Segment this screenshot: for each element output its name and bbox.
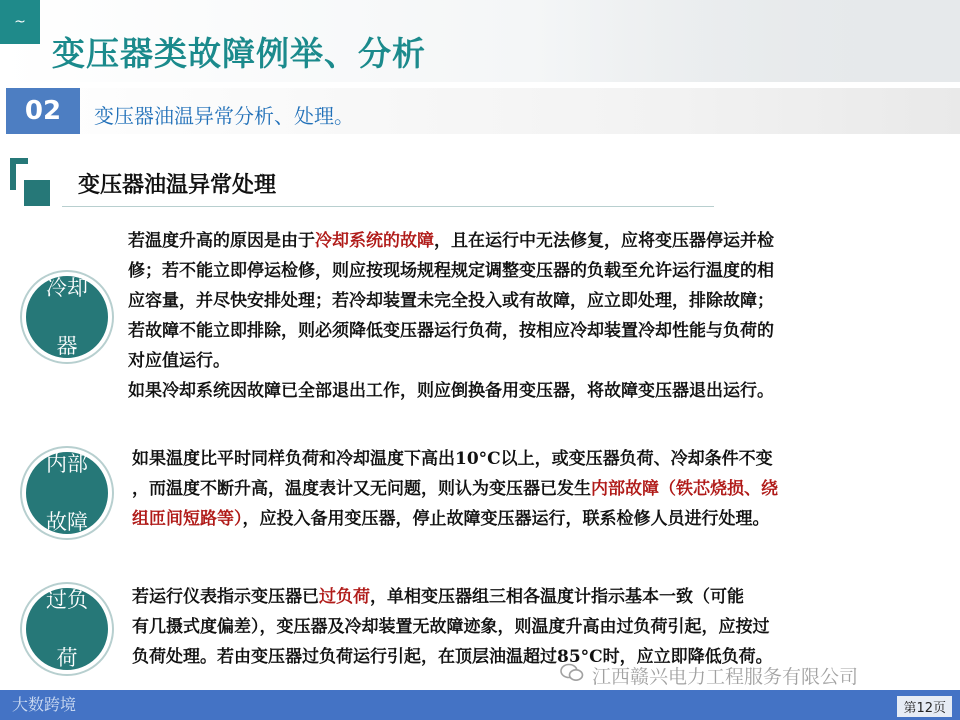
circle-label-line: 内部 (46, 451, 88, 476)
circle-label-line: 过负 (46, 587, 88, 612)
text-line (128, 346, 774, 376)
cooler-label-circle (22, 272, 112, 362)
logo-glyph: ~ (14, 14, 26, 30)
brand-watermark: 大数跨境 (12, 695, 77, 714)
highlight-run: 组匝间短路等） (132, 509, 243, 529)
company-watermark (560, 662, 858, 689)
text-line (128, 256, 774, 286)
internal-fault-paragraph (132, 444, 778, 534)
section-number: 02 (6, 88, 80, 134)
text-run: ，且在运行中无法修复，应将变压器停运并检 (434, 231, 774, 251)
subsection-divider (62, 206, 714, 207)
overload-paragraph (132, 582, 773, 672)
text-run: 负荷处理。若由变压器过负荷运行引起，在顶层油温超过85°C时，应立即降低负荷。 (132, 647, 773, 667)
circle-label-line: 冷却 (46, 275, 88, 300)
text-line (128, 226, 774, 256)
text-run: ，单相变压器组三相各温度计指示基本一致（可能 (370, 587, 744, 607)
text-run: 修；若不能立即停运检修，则应按现场规程规定调整变压器的负载至允许运行温度的相 (128, 261, 774, 281)
footer-bar (0, 690, 960, 720)
internal-fault-label-circle (22, 448, 112, 538)
cooler-paragraph (128, 226, 774, 406)
text-line (132, 582, 773, 612)
text-line (132, 612, 773, 642)
circle-label-line: 器 (56, 333, 78, 358)
wechat-icon (560, 663, 584, 688)
highlight-run: 过负荷 (319, 587, 370, 607)
circle-label-line: 荷 (56, 645, 78, 670)
text-run: ，应投入备用变压器，停止故障变压器运行，联系检修人员进行处理。 (242, 509, 770, 529)
text-run: 对应值运行。 (128, 351, 230, 371)
page-number: 第12页 (897, 696, 952, 717)
text-line (128, 316, 774, 346)
text-run: 如果冷却系统因故障已全部退出工作，则应倒换备用变压器，将故障变压器退出运行。 (128, 381, 774, 401)
text-run: 如果温度比平时同样负荷和冷却温度下高出10°C以上，或变压器负荷、冷却条件不变 (132, 449, 773, 469)
text-run: 若温度升高的原因是由于 (128, 231, 315, 251)
section-title: 变压器油温异常分析、处理。 (94, 104, 354, 128)
subsection-title: 变压器油温异常处理 (78, 172, 277, 198)
highlight-run: 内部故障（铁芯烧损、绕 (591, 479, 778, 499)
corner-bracket-icon (8, 156, 56, 210)
page-title: 变压器类故障例举、分析 (52, 34, 426, 73)
company-name: 江西赣兴电力工程服务有限公司 (592, 666, 859, 688)
text-line (128, 286, 774, 316)
overload-label-circle (22, 584, 112, 674)
text-run: 有几摄式度偏差），变压器及冷却装置无故障迹象，则温度升高由过负荷引起，应按过 (132, 617, 770, 637)
text-run: 若运行仪表指示变压器已 (132, 587, 319, 607)
highlight-run: 冷却系统的故障 (315, 231, 434, 251)
text-line (132, 474, 778, 504)
text-run: 若故障不能立即排除，则必须降低变压器运行负荷，按相应冷却装置冷却性能与负荷的 (128, 321, 774, 341)
text-run: 应容量，并尽快安排处理；若冷却装置未完全投入或有故障，应立即处理，排除故障； (128, 291, 774, 311)
logo-tab (0, 0, 40, 44)
text-run: ，而温度不断升高，温度表计又无问题，则认为变压器已发生 (132, 479, 591, 499)
text-line (132, 504, 778, 534)
text-line (128, 376, 774, 406)
circle-label-line: 故障 (46, 509, 88, 534)
text-line (132, 444, 778, 474)
